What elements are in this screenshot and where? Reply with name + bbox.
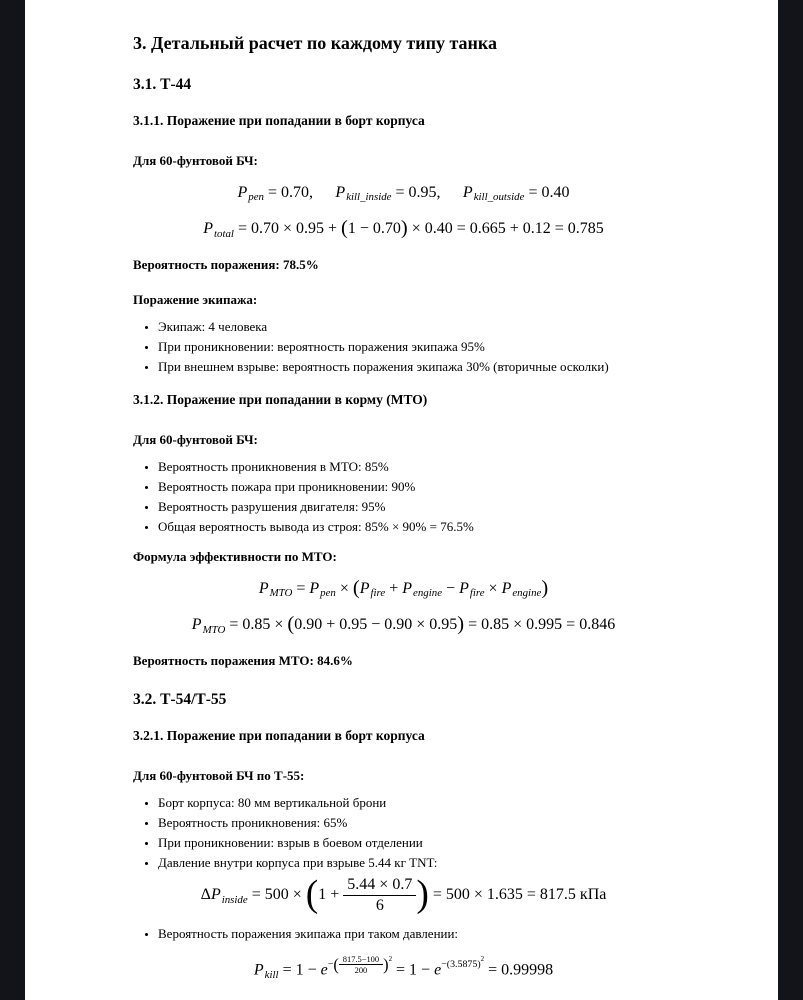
list-item: • При внешнем взрыве: вероятность поражения экипажа 30% (вторичные осколки): [158, 357, 674, 377]
list-item: • При проникновении: вероятность поражения экипажа 95%: [158, 337, 674, 357]
formula-mto-numeric: $P_{MTO} = 0.85 \times (0.90 + 0.95 - 0.90 \times 0.95) = 0.85 \times 0.995 = 0.846$: [191, 613, 616, 636]
list-item: • Вероятность проникновения в МТО: 85%: [158, 457, 674, 477]
list-item: • Вероятность проникновения: 65%: [158, 813, 674, 833]
formula-mto-symbolic: $P_{MTO} = P_{pen} \times (P_{fire} + P_{engine} - P_{fire} \times P_{engine})$: [258, 576, 549, 600]
list-item: • Вероятность пожара при проникновении: 90%: [158, 477, 674, 497]
subsection-heading: 3.2. Т-54/Т-55: [133, 690, 227, 708]
section-heading: 3. Детальный расчет по каждому типу танка: [133, 33, 498, 53]
list-item: • Борт корпуса: 80 мм вертикальной брони: [158, 793, 674, 813]
subsubsection-heading: 3.1.2. Поражение при попадании в корму (МТО): [133, 391, 428, 407]
bullet-list: [133, 317, 674, 377]
formula-p-values: $P_{pen} = 0.70$, $P_{kill\_inside} = 0.95$, $P_{kill\_outside} = 0.40$: [237, 184, 570, 204]
subsubsection-heading: 3.1.1. Поражение при попадании в борт корпуса: [133, 113, 425, 128]
list-item: • При проникновении: взрыв в боевом отделении: [158, 833, 674, 853]
document-content: [133, 32, 674, 988]
formula-p-kill: $P_{kill} = 1 - e^{-( \frac{817.5-100}{200} )^2} = 1 - e^{-(3.5875)^2} = 0.99998$: [253, 953, 554, 981]
subsection-heading: 3.1. Т-44: [133, 76, 192, 93]
list-item: • Общая вероятность вывода из строя: 85% × 90% = 76.5%: [158, 517, 674, 537]
document-page: [25, 0, 778, 1000]
list-item: • Вероятность поражения экипажа при таком давлении:: [158, 924, 674, 944]
list-item: • Экипаж: 4 человека: [158, 317, 674, 337]
bold-label: Для 60-фунтовой БЧ:: [133, 431, 258, 447]
bullet-list: [133, 457, 674, 537]
bold-label: Вероятность поражения МТО: 84.6%: [133, 652, 353, 668]
bold-label: Для 60-фунтовой БЧ по Т-55:: [133, 767, 305, 783]
bold-label: Для 60-фунтовой БЧ:: [133, 153, 258, 168]
bullet-list: [133, 793, 674, 873]
formula-delta-p-inside: $\Delta P_{inside} = 500 \times (1$ + $\frac{5.44 \times 0.7}{6}$ ) = 500 × 1.635 = 817.5 кПа: [200, 874, 607, 916]
bold-label: Поражение экипажа:: [133, 291, 258, 307]
subsubsection-heading: 3.2.1. Поражение при попадании в борт корпуса: [133, 727, 425, 743]
bullet-list: [133, 924, 674, 944]
list-item: • Вероятность разрушения двигателя: 95%: [158, 497, 674, 517]
bold-label: Вероятность поражения: 78.5%: [133, 256, 319, 272]
formula-p-total: $P_{total} = 0.70 \times 0.95 + (1 - 0.70) \times 0.40 = 0.665 + 0.12 = 0.785$: [203, 217, 604, 240]
bold-label: Формула эффективности по МТО:: [133, 548, 337, 564]
list-item: • Давление внутри корпуса при взрыве 5.44 кг TNT:: [158, 853, 674, 873]
